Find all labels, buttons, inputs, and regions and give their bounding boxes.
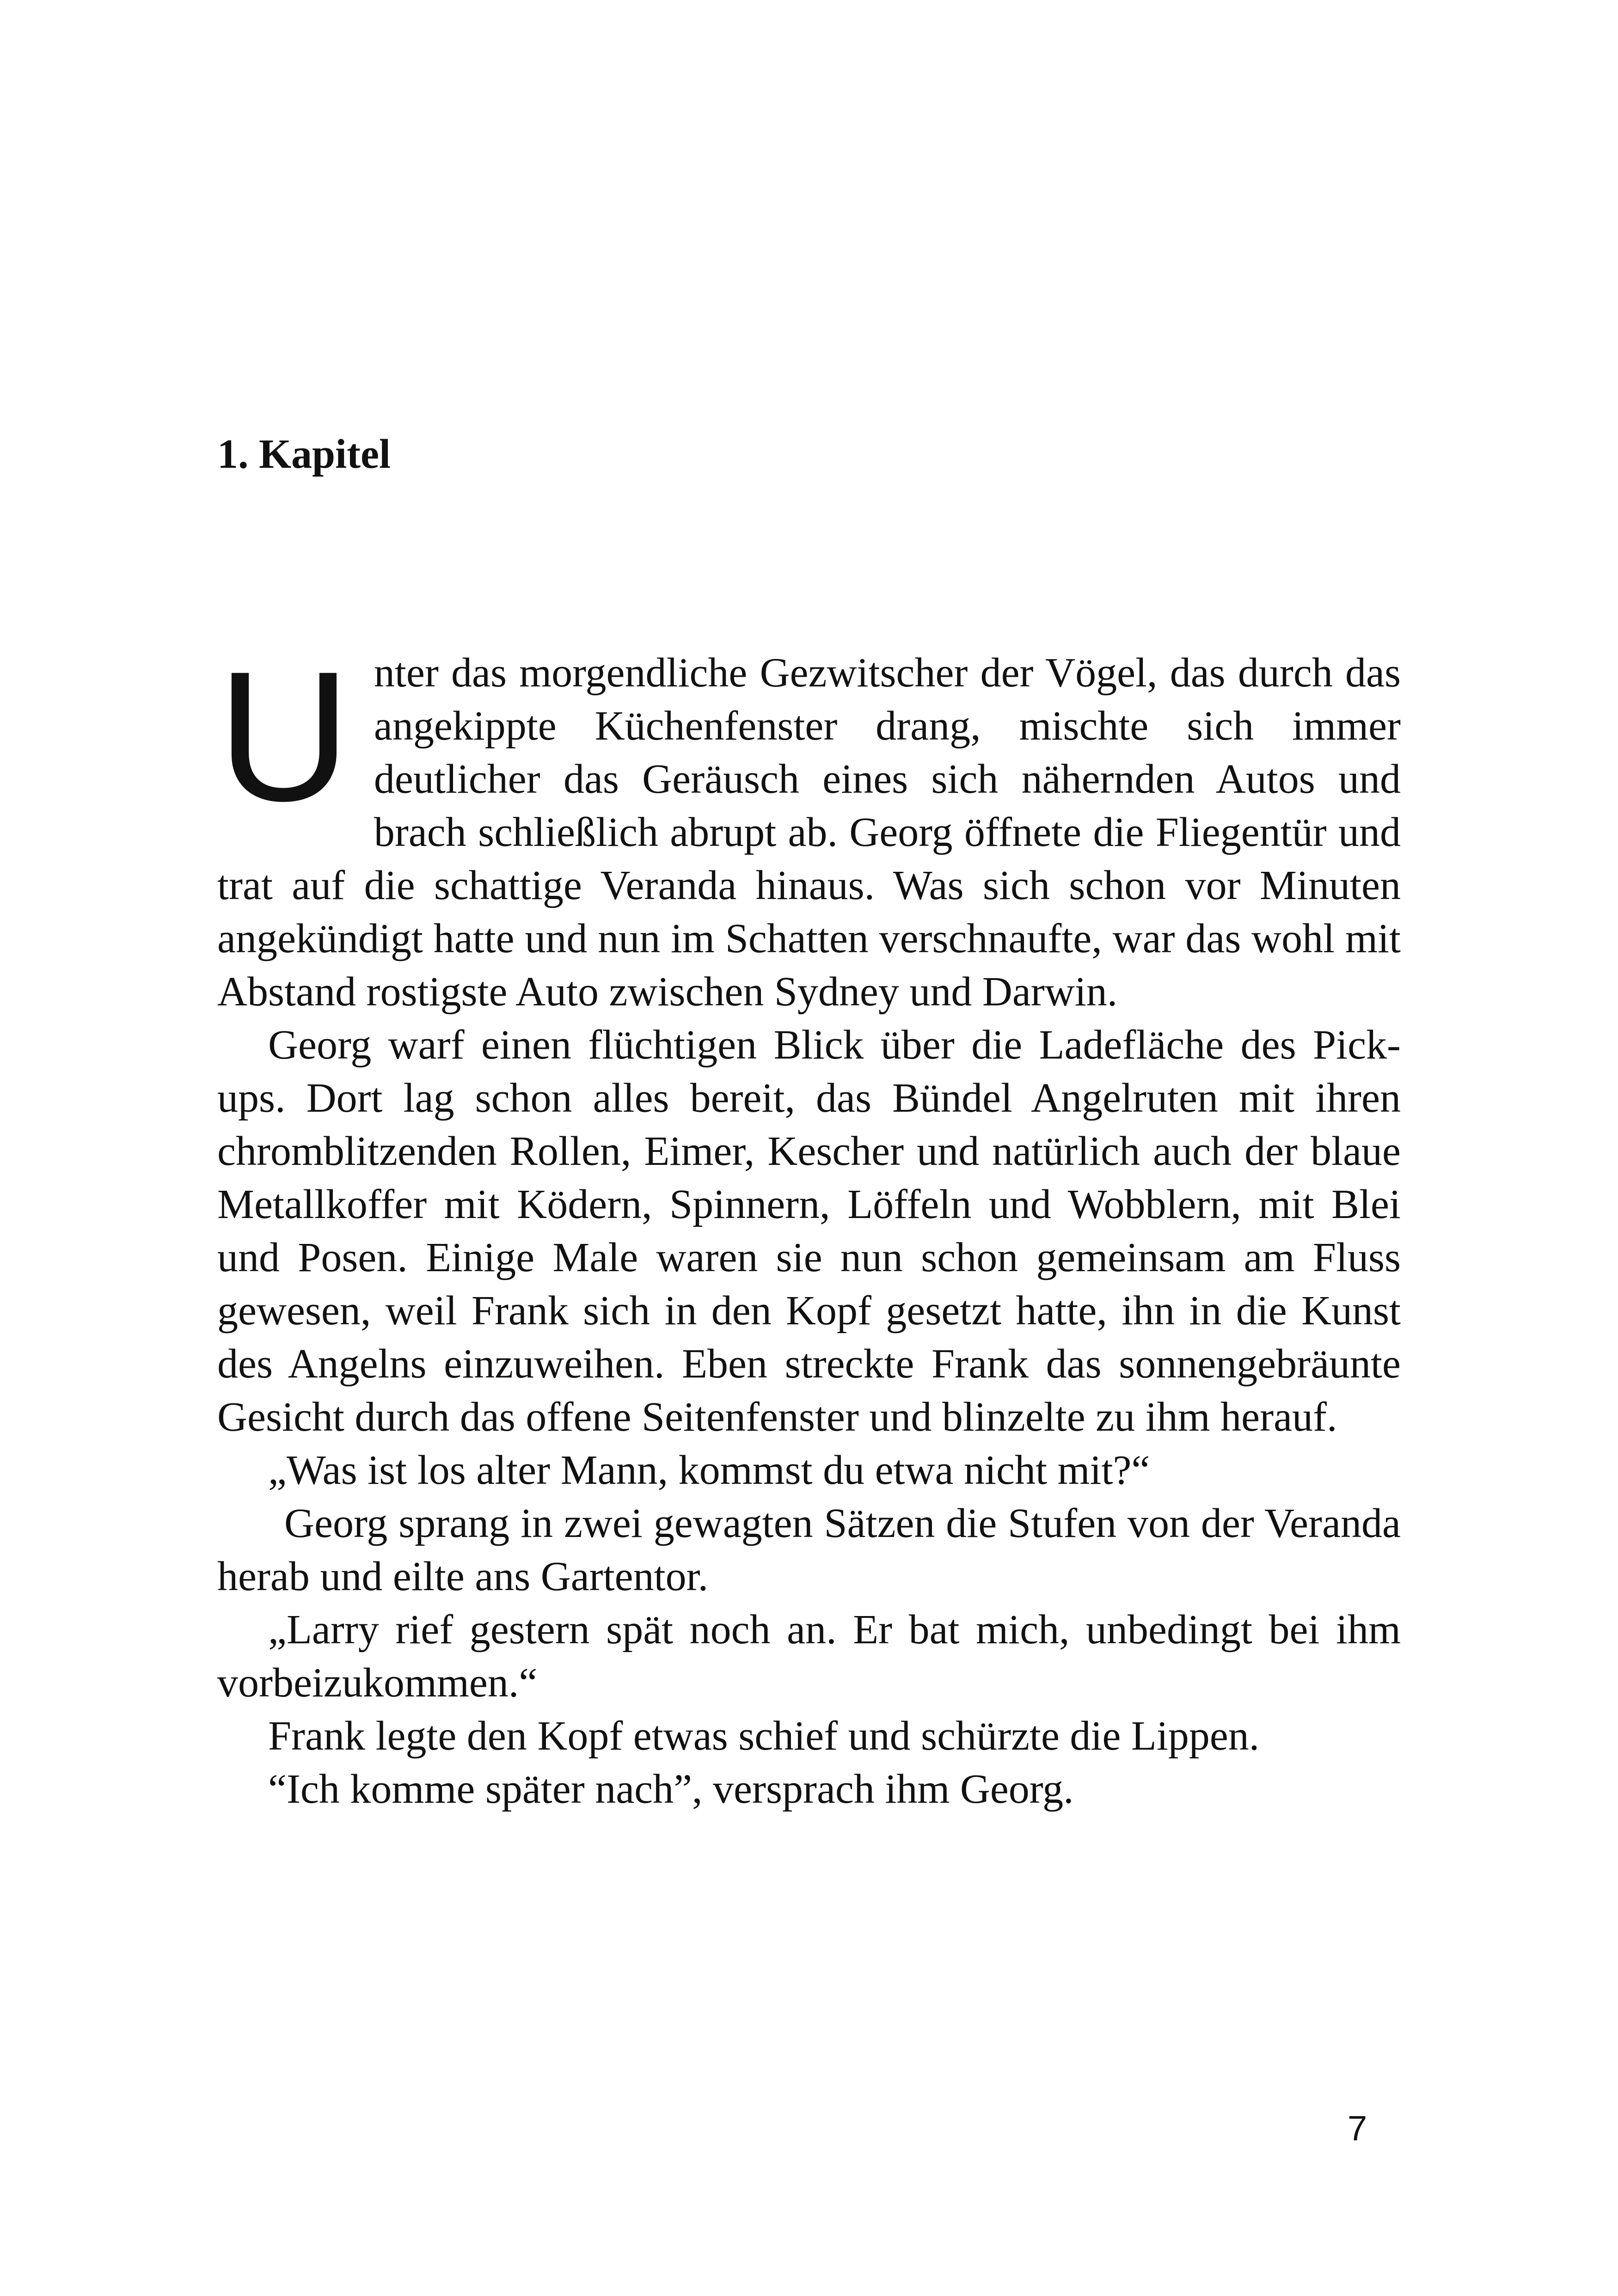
drop-cap-letter: U (217, 633, 351, 839)
paragraph-frank-reaction: Frank legte den Kopf etwas schief und schürzte die Lippen. (268, 1713, 1260, 1759)
dialogue-georg-promise: “Ich komme später nach”, versprach ihm Georg. (268, 1766, 1074, 1812)
opening-paragraph (217, 633, 1401, 1018)
paragraph-2: Georg warf einen flüchtigen Blick über die Ladefläche des Pick-ups. Dort lag schon alles bereit, das Bündel Angelruten mit ihren chromblitzenden Rollen, Eimer, Kescher und natürlich auch der blaue Metallkoffer mit Ködern, Spinnern, Löffeln und Wobblern, mit Blei und Posen. Einige Male waren sie nun schon gemeinsam am Fluss gewesen, weil Frank sich in den Kopf gesetzt hatte, ihn in die Kunst des Angelns einzuweihen. Eben streckte Frank das sonnengebräunte Gesicht durch das offene Seitenfenster und blinzelte zu ihm herauf. (217, 1022, 1401, 1440)
paragraph-georg-jumps: Georg sprang in zwei gewagten Sätzen die Stufen von der Veranda herab und eilte ans Gartentor. (217, 1500, 1401, 1599)
dialogue-larry-call: „Larry rief gestern spät noch an. Er bat mich, unbedingt bei ihm vorbeizukommen.“ (217, 1607, 1401, 1706)
chapter-body (217, 633, 1401, 1816)
dialogue-frank-question: „Was ist los alter Mann, kommst du etwa nicht mit?“ (268, 1447, 1150, 1493)
page-number: 7 (1348, 2109, 1367, 2148)
opening-paragraph-text: nter das morgendliche Gezwitscher der Vögel, das durch das angekippte Küchenfenster drang, mischte sich immer deutlicher das Geräusch eines sich nähernden Autos und brach schließlich abrupt ab. Georg öffnete die Fliegentür und trat auf die schattige Veranda hinaus. Was sich schon vor Minuten angekündigt hatte und nun im Schatten verschnaufte, war das wohl mit Abstand rostigste Auto zwischen Sydney und Darwin. (217, 650, 1401, 1015)
chapter-title: 1. Kapitel (217, 431, 391, 477)
